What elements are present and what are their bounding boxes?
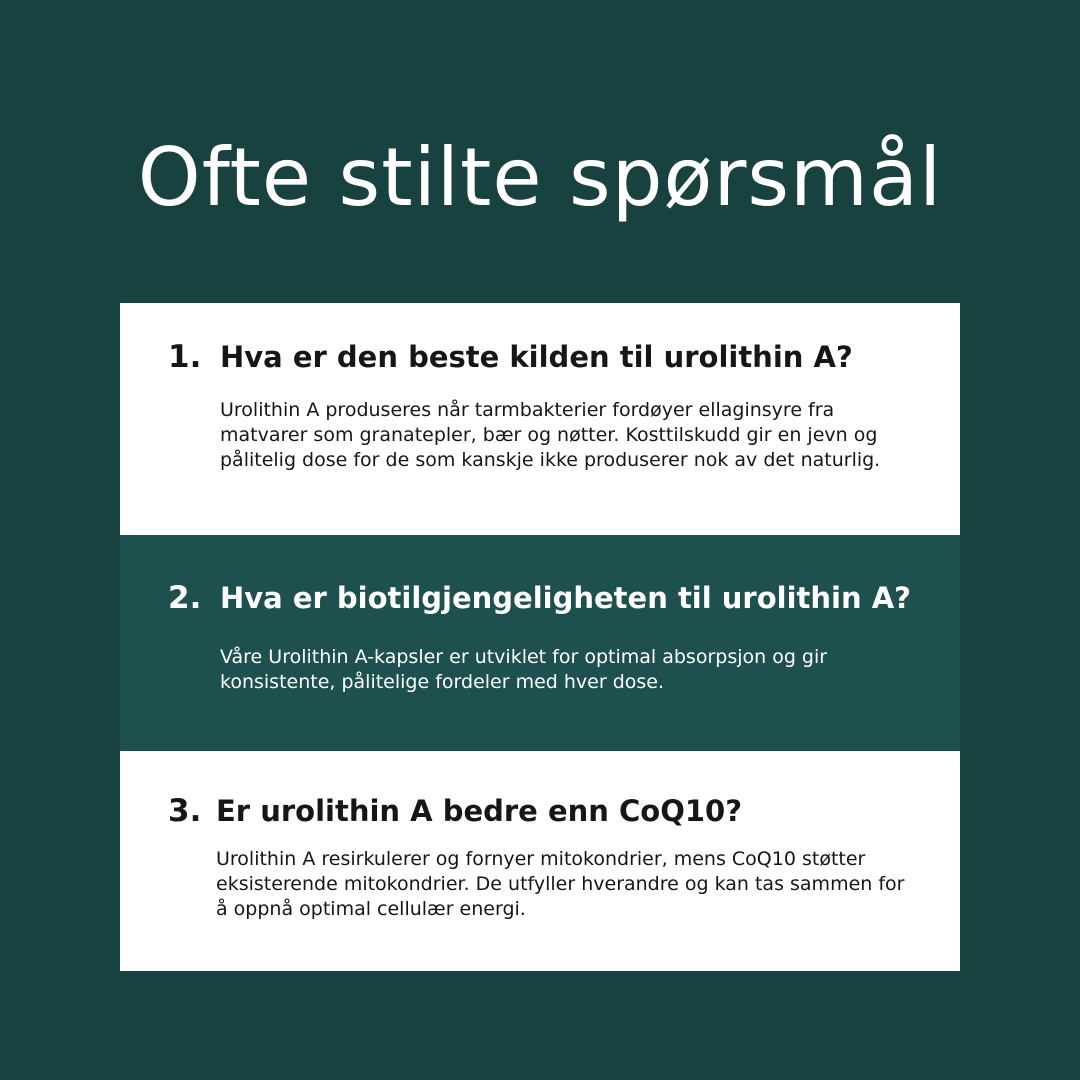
faq-card-1 (120, 303, 960, 535)
faq-number: 2. (168, 580, 202, 616)
faq-card-2 (120, 535, 960, 751)
faq-question: Hva er den beste kilden til urolithin A? (220, 340, 853, 374)
faq-answer: Våre Urolithin A-kapsler er utviklet for optimal absorpsjon og gir konsistente, pålitelige fordeler med hver dose. (220, 646, 828, 693)
faq-number: 1. (168, 339, 202, 375)
faq-number: 3. (168, 793, 202, 829)
faq-card-3 (120, 751, 960, 971)
faq-answer: Urolithin A produseres når tarmbakterier fordøyer ellaginsyre fra matvarer som granatepler, bær og nøtter. Kosttilskudd gir en jevn og pålitelig dose for de som kanskje ikke produserer nok av det naturlig. (220, 399, 881, 471)
faq-answer: Urolithin A resirkulerer og fornyer mitokondrier, mens CoQ10 støtter eksisterende mitokondrier. De utfyller hverandre og kan tas sammen for å oppnå optimal cellulær energi. (216, 848, 905, 920)
page-title: Ofte stilte spørsmål (137, 131, 943, 224)
faq-question: Er urolithin A bedre enn CoQ10? (216, 794, 743, 828)
faq-question: Hva er biotilgjengeligheten til urolithin A? (220, 581, 911, 615)
